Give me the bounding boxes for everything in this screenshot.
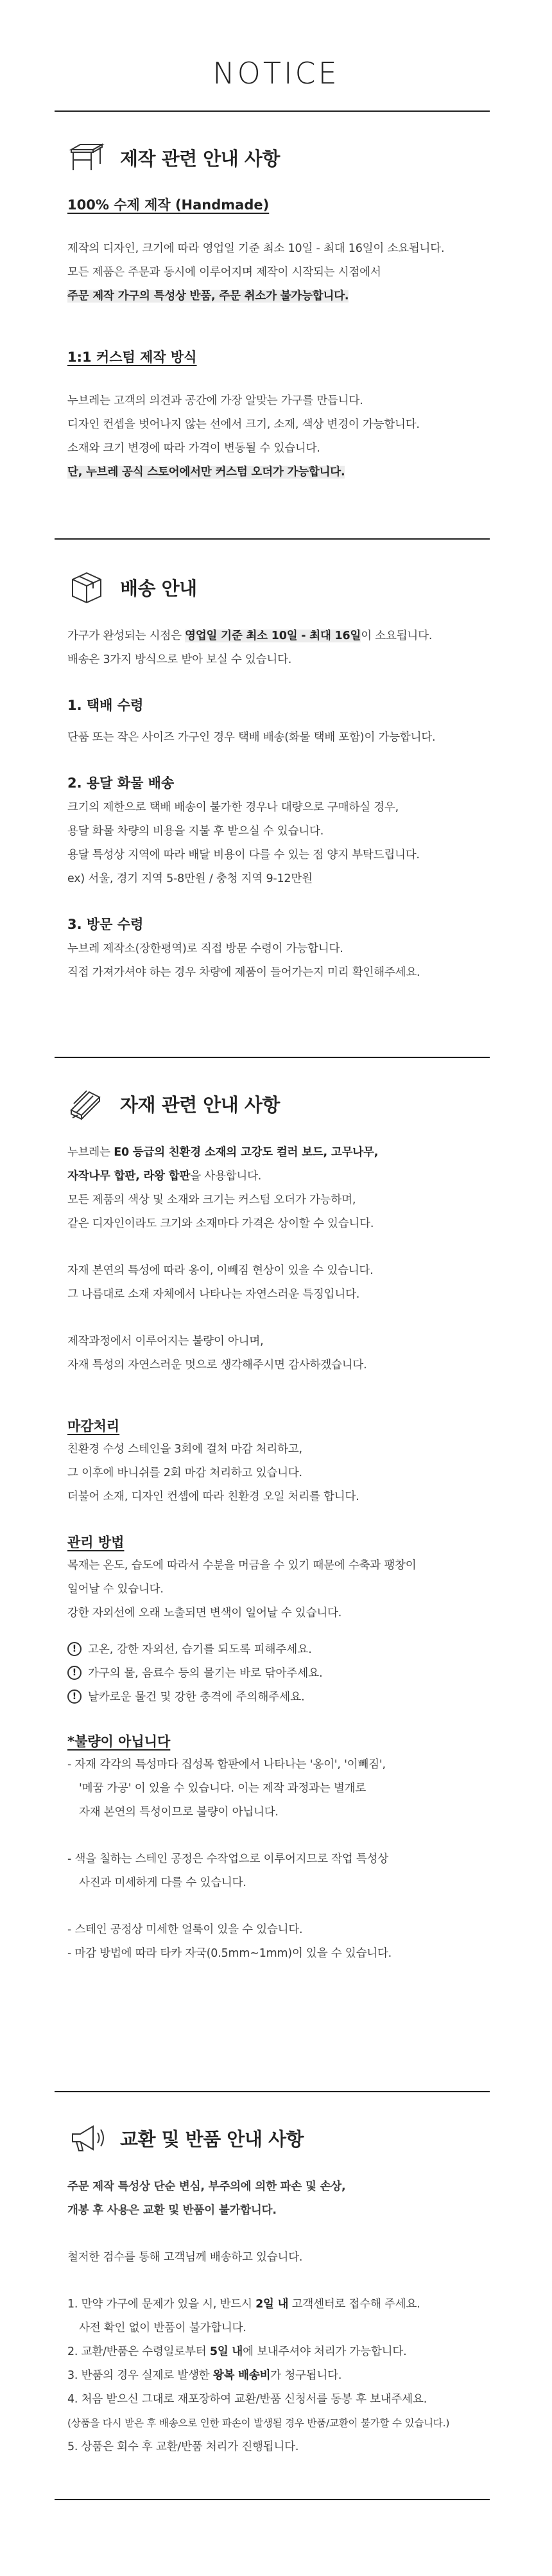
returns-section <box>67 2119 491 2459</box>
delivery-period: 영업일 기준 최소 10일 - 최대 16일 <box>185 630 361 642</box>
table-icon <box>67 138 106 177</box>
text-line: 제작과정에서 이루어지는 불량이 아니며, <box>67 1335 264 1348</box>
text-line: 친환경 수성 스테인을 3회에 걸쳐 마감 처리하고, <box>67 1443 302 1456</box>
custom-heading: 1:1 커스텀 제작 방식 <box>67 349 197 365</box>
method-heading: 2. 용달 화물 배송 <box>67 775 175 791</box>
text-line: 자재 본연의 특성이므로 불량이 아닙니다. <box>79 1806 279 1819</box>
text-line: '메꿈 가공' 이 있을 수 있습니다. 이는 제작 과정과는 별개로 <box>79 1782 367 1795</box>
finish-heading: 마감처리 <box>67 1418 120 1434</box>
returns-policy: 주문 제작 특성상 단순 변심, 부주의에 의한 파손 및 손상, <box>67 2180 346 2193</box>
materials-intro: 누브레는 E0 등급의 친환경 소재의 고강도 컬러 보드, 고무나무, <box>67 1146 379 1159</box>
method-heading: 1. 택배 수령 <box>67 698 144 713</box>
warning-item: ! 고온, 강한 자외선, 습기를 되도록 피해주세요. <box>67 1637 491 1661</box>
return-step: 3. 반품의 경우 실제로 발생한 왕복 배송비가 청구됩니다. <box>67 2369 342 2382</box>
text-line: 자재 특성의 자연스러운 멋으로 생각해주시면 감사하겠습니다. <box>67 1359 367 1372</box>
section-title: 자재 관련 안내 사항 <box>120 1093 280 1116</box>
delivery-section <box>67 568 491 985</box>
text-line: 사전 확인 없이 반품이 불가합니다. <box>79 2322 246 2334</box>
box-icon <box>67 568 106 606</box>
divider <box>55 110 490 112</box>
warning-icon: ! <box>67 1666 82 1680</box>
text-line: 사진과 미세하게 다를 수 있습니다. <box>79 1876 246 1889</box>
returns-policy: 개봉 후 사용은 교환 및 반품이 불가합니다. <box>67 2204 277 2217</box>
text-line: 같은 디자인이라도 크기와 소재마다 가격은 상이할 수 있습니다. <box>67 1217 374 1230</box>
return-step: 5. 상품은 회수 후 교환/반품 처리가 진행됩니다. <box>67 2440 299 2453</box>
text-line: 일어날 수 있습니다. <box>67 1583 164 1596</box>
not-defect-heading: *불량이 아닙니다 <box>67 1734 171 1749</box>
text-line: 누브레는 고객의 의견과 공간에 가장 알맞는 가구를 만듭니다. <box>67 394 363 407</box>
method-heading: 3. 방문 수령 <box>67 917 144 932</box>
materials-intro: 자작나무 합판, 라왕 합판을 사용합니다. <box>67 1170 262 1183</box>
text-line: 크기의 제한으로 택배 배송이 불가한 경우나 대량으로 구매하실 경우, <box>67 801 399 814</box>
return-step: 1. 만약 가구에 문제가 있을 시, 반드시 2일 내 고객센터로 접수해 주세요. <box>67 2298 420 2311</box>
text-line: 강한 자외선에 오래 노출되면 변색이 일어날 수 있습니다. <box>67 1607 342 1619</box>
warning-icon: ! <box>67 1689 82 1704</box>
text-line: 용달 화물 차량의 비용을 지불 후 받으실 수 있습니다. <box>67 825 324 838</box>
section-title: 제작 관련 안내 사항 <box>120 147 280 170</box>
text-line: 그 나름대로 소재 자체에서 나타나는 자연스러운 특징입니다. <box>67 1288 360 1301</box>
custom-notice: 단, 누브레 공식 스토어에서만 커스텀 오더가 가능합니다. <box>67 466 345 479</box>
warning-icon: ! <box>67 1642 82 1656</box>
text-line: 모든 제품의 색상 및 소재와 크기는 커스텀 오더가 가능하며, <box>67 1194 356 1206</box>
return-step: 2. 교환/반품은 수령일로부터 5일 내에 보내주셔야 처리가 가능합니다. <box>67 2345 407 2358</box>
text-line: 목재는 온도, 습도에 따라서 수분을 머금을 수 있기 때문에 수축과 팽창이 <box>67 1559 417 1572</box>
text-line: 철저한 검수를 통해 고객님께 배송하고 있습니다. <box>67 2251 303 2264</box>
page-title: NOTICE <box>212 56 340 91</box>
text-line: 소재와 크기 변경에 따라 가격이 변동될 수 있습니다. <box>67 442 320 455</box>
text-line: 직접 가져가셔야 하는 경우 차량에 제품이 들어가는지 미리 확인해주세요. <box>67 966 420 979</box>
text-line: - 자재 각각의 특성마다 집성목 합판에서 나타나는 '옹이', '이빼짐', <box>67 1758 386 1771</box>
text-line: 디자인 컨셉을 벗어나지 않는 선에서 크기, 소재, 색상 변경이 가능합니다. <box>67 418 420 431</box>
divider <box>55 1057 490 1058</box>
text-line: 제작의 디자인, 크기에 따라 영업일 기준 최소 10일 - 최대 16일이 소요됩니다. <box>67 242 445 255</box>
divider <box>55 538 490 540</box>
text-line: - 마감 방법에 따라 타카 자국(0.5mm~1mm)이 있을 수 있습니다. <box>67 1947 392 1960</box>
text-line: - 스테인 공정상 미세한 얼룩이 있을 수 있습니다. <box>67 1923 303 1936</box>
materials-section <box>67 1084 491 1966</box>
delivery-intro: 가구가 완성되는 시점은 영업일 기준 최소 10일 - 최대 16일이 소요됩니다. <box>67 630 433 642</box>
section-title: 교환 및 반품 안내 사항 <box>120 2128 304 2150</box>
text-line: - 색을 칠하는 스테인 공정은 수작업으로 이루어지므로 작업 특성상 <box>67 1853 389 1866</box>
text-line: 더불어 소재, 디자인 컨셉에 따라 친환경 오일 처리를 합니다. <box>67 1490 359 1503</box>
megaphone-icon <box>67 2119 106 2157</box>
section-title: 배송 안내 <box>120 577 197 599</box>
care-heading: 관리 방법 <box>67 1535 125 1550</box>
warning-item: ! 날카로운 물건 및 강한 충격에 주의해주세요. <box>67 1684 491 1708</box>
handmade-notice: 주문 제작 가구의 특성상 반품, 주문 취소가 불가능합니다. <box>67 290 349 303</box>
warning-item: ! 가구의 물, 음료수 등의 물기는 바로 닦아주세요. <box>67 1661 491 1684</box>
text-line: 용달 특성상 지역에 따라 배달 비용이 다를 수 있는 점 양지 부탁드립니다. <box>67 849 420 861</box>
handmade-heading: 100% 수제 제작 (Handmade) <box>67 197 270 213</box>
text-line: 자재 본연의 특성에 따라 옹이, 이빼짐 현상이 있을 수 있습니다. <box>67 1264 374 1277</box>
text-line: 모든 제품은 주문과 동시에 이루어지며 제작이 시작되는 시점에서 <box>67 266 381 279</box>
production-section <box>67 138 491 484</box>
return-note: (상품을 다시 받은 후 배송으로 인한 파손이 발생될 경우 반품/교환이 불가할 수 있습니다.) <box>67 2417 450 2429</box>
divider <box>55 2091 490 2092</box>
text-line: 누브레 제작소(장한평역)로 직접 방문 수령이 가능합니다. <box>67 942 343 955</box>
text-line: 단품 또는 작은 사이즈 가구인 경우 택배 배송(화물 택배 포함)이 가능합니다. <box>67 731 436 744</box>
divider <box>55 2499 490 2500</box>
text-line: 배송은 3가지 방식으로 받아 보실 수 있습니다. <box>67 653 292 666</box>
wood-planks-icon <box>67 1084 106 1123</box>
text-line: 그 이후에 바니쉬를 2회 마감 처리하고 있습니다. <box>67 1467 302 1479</box>
text-line: ex) 서울, 경기 지역 5-8만원 / 충청 지역 9-12만원 <box>67 872 313 885</box>
return-step: 4. 처음 받으신 그대로 재포장하여 교환/반품 신청서를 동봉 후 보내주세요. <box>67 2393 427 2406</box>
